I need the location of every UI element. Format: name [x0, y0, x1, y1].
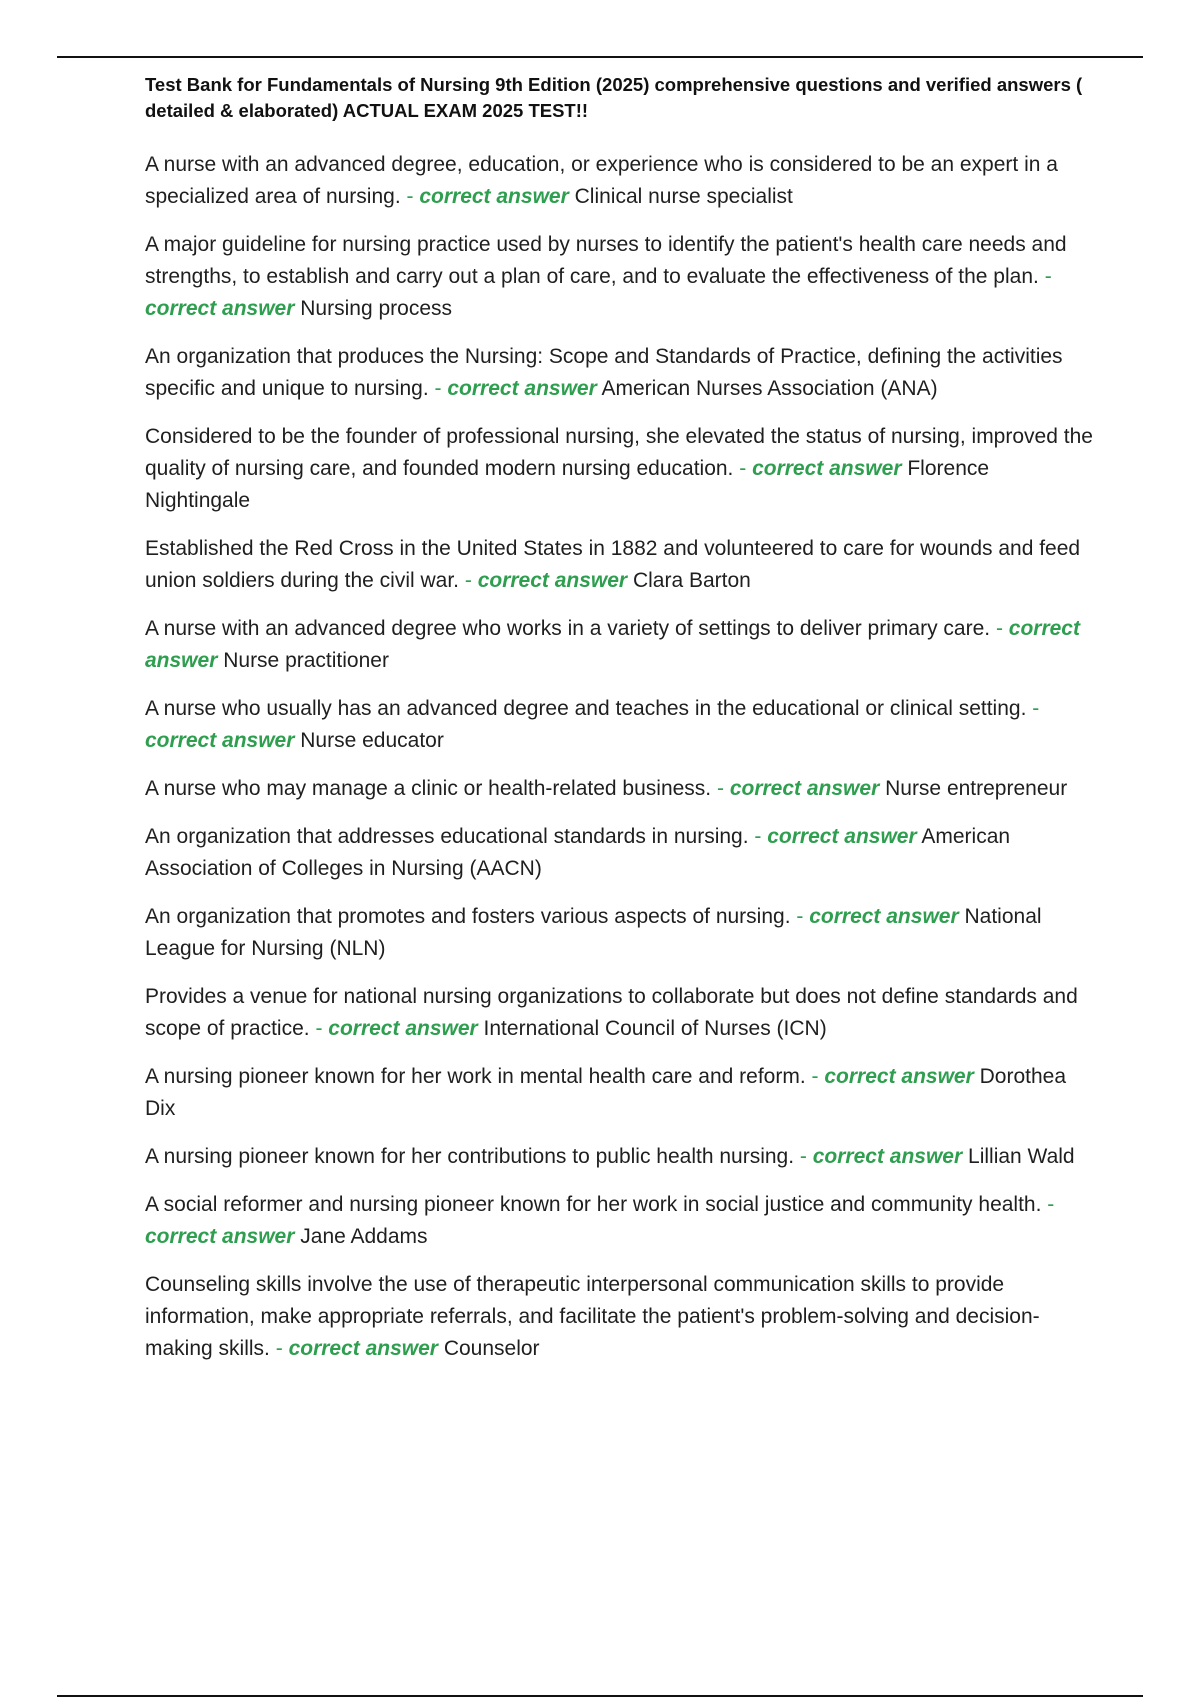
- answer-text: American Association of Colleges in Nursing (AACN): [145, 825, 1011, 880]
- question-text: A nursing pioneer known for her contributions to public health nursing.: [145, 1145, 795, 1168]
- correct-answer-marker: correct answer: [145, 617, 1080, 672]
- answer-text: Jane Addams: [300, 1225, 428, 1248]
- answer-text: Nurse entrepreneur: [885, 777, 1068, 800]
- answer-text: Nurse educator: [300, 729, 444, 752]
- qa-item: [145, 1141, 1095, 1173]
- separator: -: [811, 1065, 819, 1088]
- separator: -: [434, 377, 442, 400]
- qa-item: [145, 981, 1095, 1045]
- separator: -: [1047, 1193, 1055, 1216]
- qa-list: [145, 149, 1095, 1365]
- qa-item: [145, 229, 1095, 325]
- qa-item: [145, 773, 1095, 805]
- answer-text: Dorothea Dix: [145, 1065, 1067, 1120]
- top-rule: [57, 56, 1143, 58]
- correct-answer-marker: correct answer: [477, 569, 628, 592]
- qa-item: [145, 693, 1095, 757]
- answer-text: Clinical nurse specialist: [574, 185, 793, 208]
- qa-item: [145, 149, 1095, 213]
- separator: -: [315, 1017, 323, 1040]
- document-content: [145, 72, 1095, 1381]
- correct-answer-marker: correct answer: [145, 729, 295, 752]
- qa-item: [145, 341, 1095, 405]
- question-text: A major guideline for nursing practice used by nurses to identify the patient's health care needs and strengths, to establish and carry out a plan of care, and to evaluate the effectiveness of the plan.: [145, 233, 1067, 288]
- qa-item: [145, 1269, 1095, 1365]
- correct-answer-marker: correct answer: [145, 1225, 295, 1248]
- separator: -: [754, 825, 762, 848]
- answer-text: Lillian Wald: [968, 1145, 1075, 1168]
- separator: -: [796, 905, 804, 928]
- qa-item: [145, 533, 1095, 597]
- answer-text: Nurse practitioner: [223, 649, 389, 672]
- qa-item: [145, 821, 1095, 885]
- correct-answer-marker: correct answer: [824, 1065, 974, 1088]
- question-text: Provides a venue for national nursing organizations to collaborate but does not define standards and scope of practice.: [145, 985, 1078, 1040]
- separator: -: [739, 457, 747, 480]
- question-text: An organization that addresses educational standards in nursing.: [145, 825, 749, 848]
- answer-text: American Nurses Association (ANA): [601, 377, 938, 400]
- correct-answer-marker: correct answer: [447, 377, 597, 400]
- answer-text: National League for Nursing (NLN): [145, 905, 1042, 960]
- correct-answer-marker: correct answer: [288, 1337, 438, 1360]
- question-text: A nurse with an advanced degree who works in a variety of settings to deliver primary care.: [145, 617, 991, 640]
- question-text: A nursing pioneer known for her work in mental health care and reform.: [145, 1065, 806, 1088]
- correct-answer-marker: correct answer: [809, 905, 959, 928]
- correct-answer-marker: correct answer: [752, 457, 902, 480]
- answer-text: Clara Barton: [632, 569, 751, 592]
- document-title: Test Bank for Fundamentals of Nursing 9th Edition (2025) comprehensive questions and verified answers ( detailed & elaborated) ACTUAL EXAM 2025 TEST!!: [145, 74, 1083, 121]
- question-text: A nurse with an advanced degree, education, or experience who is considered to be an expert in a specialized area of nursing.: [145, 153, 1058, 208]
- answer-text: Florence Nightingale: [145, 457, 990, 512]
- separator: -: [1044, 265, 1052, 288]
- correct-answer-marker: correct answer: [767, 825, 917, 848]
- separator: -: [716, 777, 724, 800]
- qa-item: [145, 421, 1095, 517]
- correct-answer-marker: correct answer: [419, 185, 569, 208]
- qa-item: [145, 901, 1095, 965]
- separator: -: [406, 185, 414, 208]
- correct-answer-marker: correct answer: [145, 297, 295, 320]
- question-text: Counseling skills involve the use of therapeutic interpersonal communication skills to provide information, make appropriate referrals, and facilitate the patient's problem-solving and decision-making skills.: [145, 1273, 1040, 1360]
- question-text: A nurse who usually has an advanced degree and teaches in the educational or clinical setting.: [145, 697, 1027, 720]
- answer-text: Nursing process: [300, 297, 452, 320]
- qa-item: [145, 613, 1095, 677]
- correct-answer-marker: correct answer: [812, 1145, 963, 1168]
- correct-answer-marker: correct answer: [328, 1017, 478, 1040]
- question-text: Established the Red Cross in the United States in 1882 and volunteered to care for wounds and feed union soldiers during the civil war.: [145, 537, 1081, 592]
- answer-text: International Council of Nurses (ICN): [483, 1017, 827, 1040]
- bottom-rule: [57, 1695, 1143, 1697]
- separator: -: [995, 617, 1003, 640]
- question-text: Considered to be the founder of professional nursing, she elevated the status of nursing, improved the quality of nursing care, and founded modern nursing education.: [145, 425, 1093, 480]
- separator: -: [275, 1337, 283, 1360]
- separator: -: [464, 569, 472, 592]
- separator: -: [799, 1145, 807, 1168]
- separator: -: [1032, 697, 1040, 720]
- question-text: An organization that produces the Nursing: Scope and Standards of Practice, defining the activities specific and unique to nursing.: [145, 345, 1063, 400]
- correct-answer-marker: correct answer: [729, 777, 880, 800]
- answer-text: Counselor: [443, 1337, 540, 1360]
- qa-item: [145, 1061, 1095, 1125]
- qa-item: [145, 1189, 1095, 1253]
- question-text: An organization that promotes and fosters various aspects of nursing.: [145, 905, 791, 928]
- question-text: A nurse who may manage a clinic or health-related business.: [145, 777, 712, 800]
- question-text: A social reformer and nursing pioneer known for her work in social justice and community health.: [145, 1193, 1042, 1216]
